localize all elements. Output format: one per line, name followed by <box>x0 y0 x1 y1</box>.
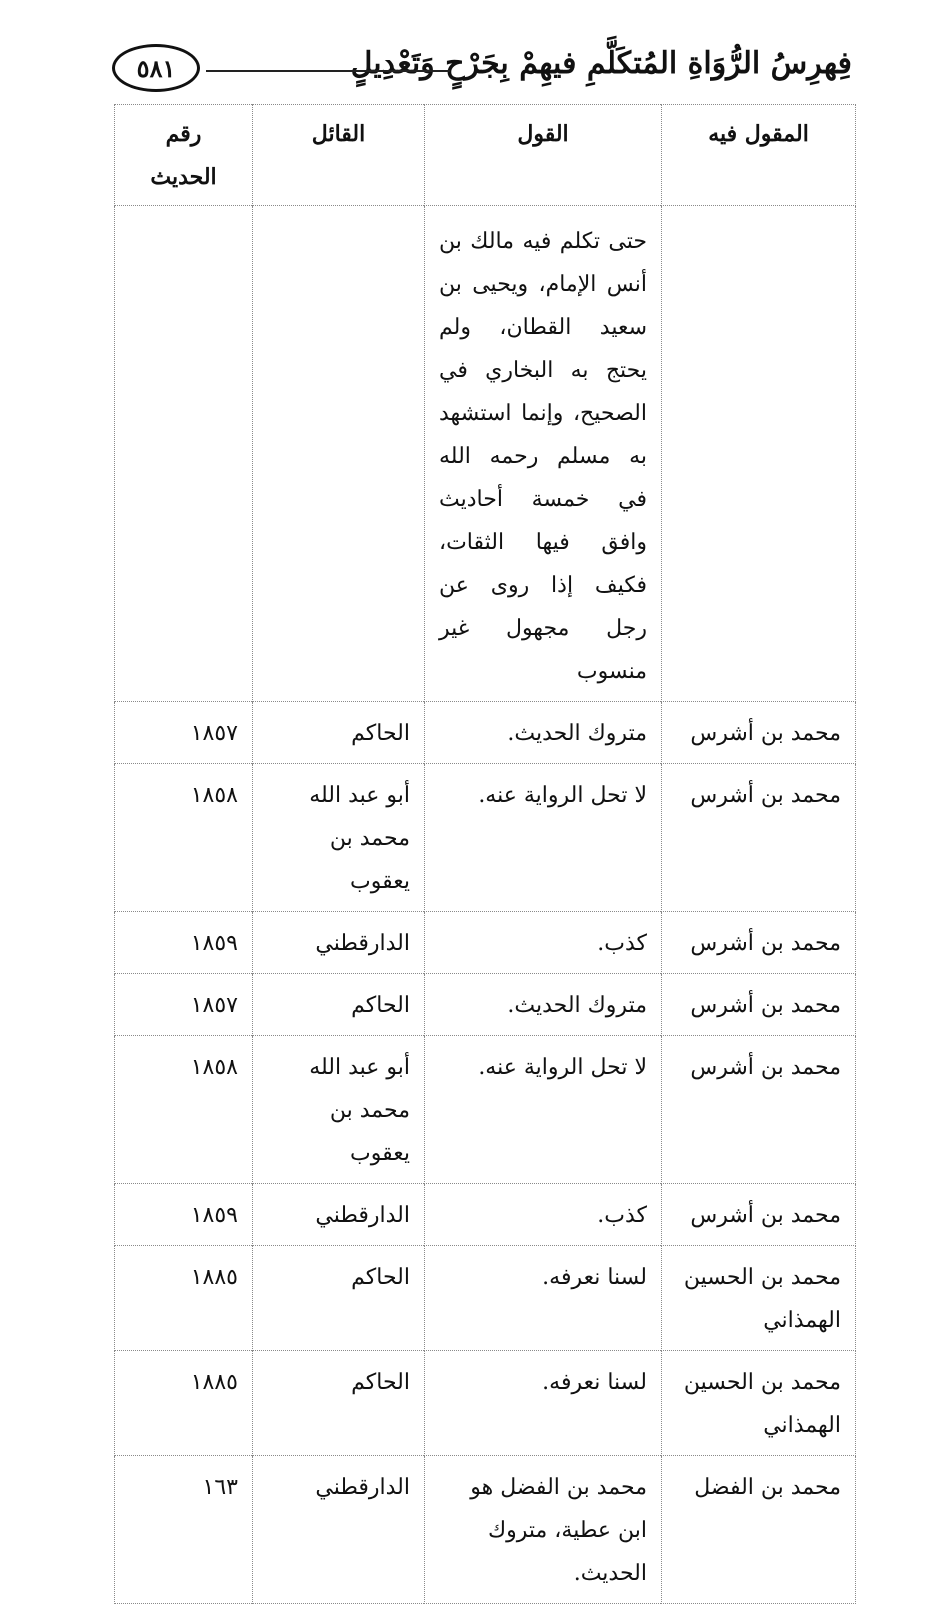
cell-qawl: محمد بن الفضل هو ابن عطية، متروك الحديث. <box>425 1456 662 1604</box>
cell-name <box>662 206 856 702</box>
col-header-hadith-number: رقم الحديث <box>115 105 253 206</box>
cell-hadith-number: ١٨٥٧ <box>115 974 253 1036</box>
cell-hadith-number: ١٨٥٨ <box>115 764 253 912</box>
cell-name: محمد بن الحسين الهمذاني <box>662 1246 856 1351</box>
running-title: فِهرِسُ الرُّوَاةِ المُتكَلَّمِ فيهِمْ بِجَرْحٍ وَتَعْدِيلٍ <box>350 46 852 81</box>
cell-name: محمد بن الفضل <box>662 1456 856 1604</box>
cell-hadith-number: ١٨٥٩ <box>115 1184 253 1246</box>
cell-hadith-number: ١٦٣ <box>115 1456 253 1604</box>
cell-hadith-number: ١٨٨٥ <box>115 1246 253 1351</box>
table-row <box>115 1456 856 1604</box>
cell-qail: أبو عبد الله محمد بن يعقوب <box>253 764 425 912</box>
cell-qail: الحاكم <box>253 974 425 1036</box>
cell-qawl: لا تحل الرواية عنه. <box>425 764 662 912</box>
cell-hadith-number: ١٨٥٩ <box>115 912 253 974</box>
header-rule <box>206 70 450 72</box>
cell-qawl: كذب. <box>425 1184 662 1246</box>
cell-qail: الحاكم <box>253 1351 425 1456</box>
table-row <box>115 912 856 974</box>
col-header-qail: القائل <box>253 105 425 206</box>
col-header-qawl: القول <box>425 105 662 206</box>
cell-hadith-number <box>115 206 253 702</box>
cell-qail: الحاكم <box>253 1246 425 1351</box>
table-row <box>115 1351 856 1456</box>
cell-name: محمد بن الحسين الهمذاني <box>662 1351 856 1456</box>
cell-name: محمد بن أشرس <box>662 912 856 974</box>
cell-qawl: متروك الحديث. <box>425 974 662 1036</box>
cell-qawl: لسنا نعرفه. <box>425 1351 662 1456</box>
cell-qail: الدارقطني <box>253 1184 425 1246</box>
cell-qail <box>253 206 425 702</box>
cell-qawl: حتى تكلم فيه مالك بن أنس الإمام، ويحيى بن سعيد القطان، ولم يحتج به البخاري في الصحيح، وإنما استشهد به مسلم رحمه الله في خمسة أحاديث وافق فيها الثقات، فكيف إذا روى عن رجل مجهول غير منسوب <box>425 206 662 702</box>
table-header-row <box>115 105 856 206</box>
table-row <box>115 1246 856 1351</box>
cell-qawl: لا تحل الرواية عنه. <box>425 1036 662 1184</box>
cell-name: محمد بن أشرس <box>662 764 856 912</box>
table-row <box>115 206 856 702</box>
table-row <box>115 702 856 764</box>
table-row <box>115 764 856 912</box>
page-number-badge: ٥٨١ <box>112 44 200 92</box>
cell-hadith-number: ١٨٨٥ <box>115 1351 253 1456</box>
cell-name: محمد بن أشرس <box>662 702 856 764</box>
page-header <box>112 36 852 100</box>
table-row <box>115 1184 856 1246</box>
cell-qail: الحاكم <box>253 702 425 764</box>
table-row <box>115 1036 856 1184</box>
cell-qail: الدارقطني <box>253 912 425 974</box>
narrators-index-table <box>114 104 856 1604</box>
cell-qawl: كذب. <box>425 912 662 974</box>
cell-name: محمد بن أشرس <box>662 1184 856 1246</box>
cell-qail: أبو عبد الله محمد بن يعقوب <box>253 1036 425 1184</box>
col-header-name: المقول فيه <box>662 105 856 206</box>
cell-hadith-number: ١٨٥٨ <box>115 1036 253 1184</box>
cell-qawl: متروك الحديث. <box>425 702 662 764</box>
cell-name: محمد بن أشرس <box>662 974 856 1036</box>
cell-qawl: لسنا نعرفه. <box>425 1246 662 1351</box>
table-row <box>115 974 856 1036</box>
cell-hadith-number: ١٨٥٧ <box>115 702 253 764</box>
cell-name: محمد بن أشرس <box>662 1036 856 1184</box>
cell-qail: الدارقطني <box>253 1456 425 1604</box>
